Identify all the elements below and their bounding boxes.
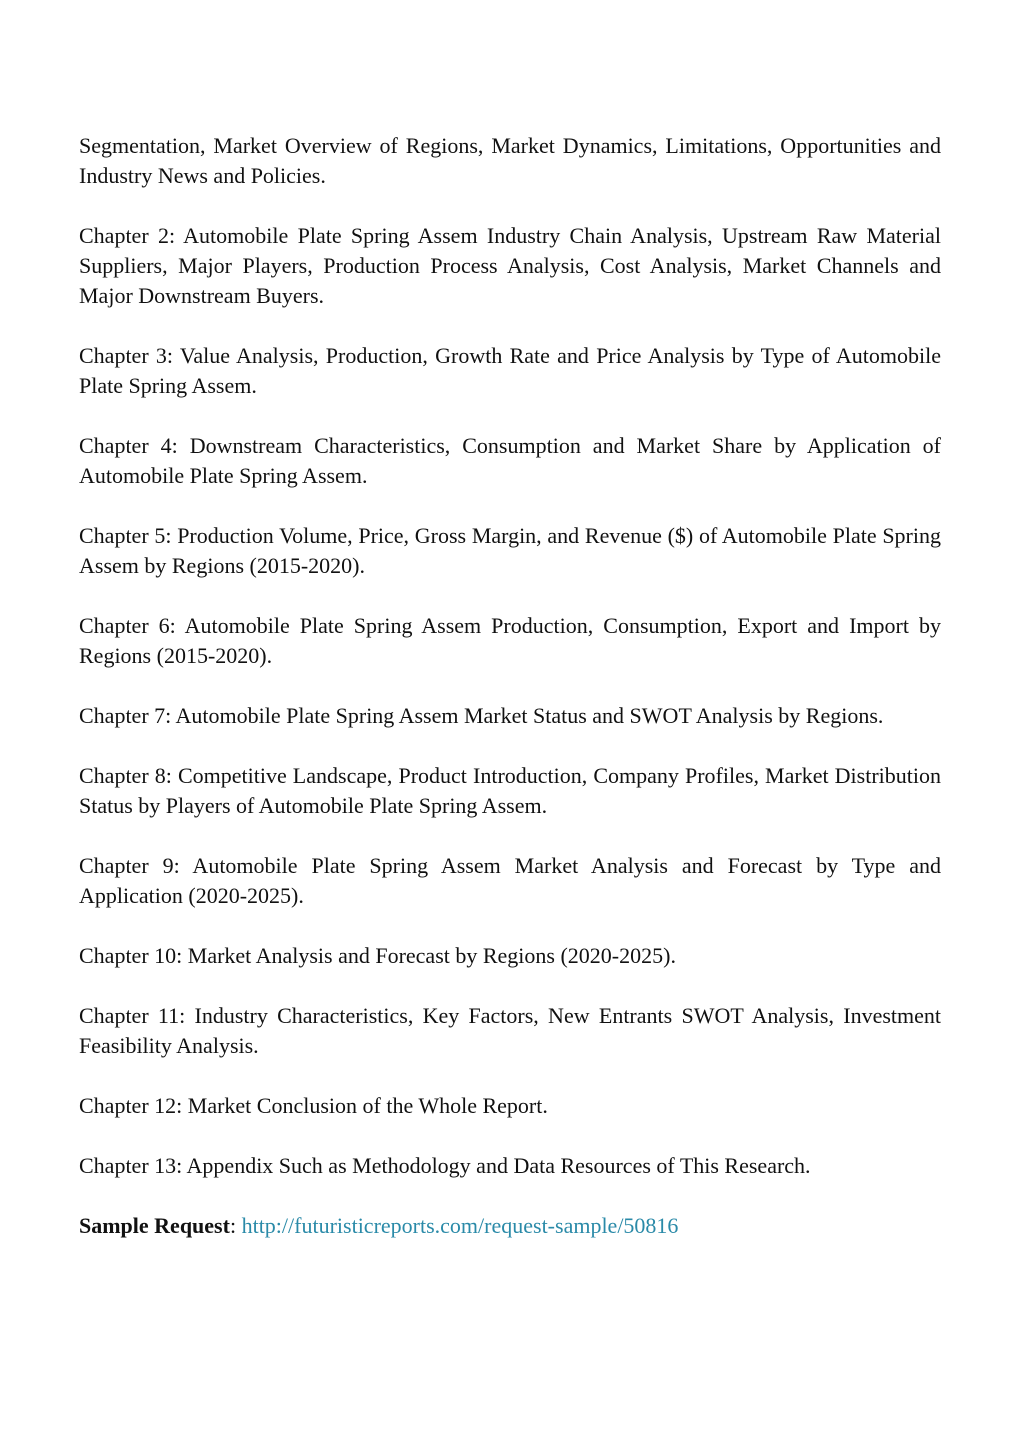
paragraph-chapter-5: Chapter 5: Production Volume, Price, Gross Margin, and Revenue ($) of Automobile Plate Spring Assem by Regions (2015-2020). (79, 523, 941, 578)
sample-request-separator: : (229, 1213, 237, 1238)
paragraph-chapter-13: Chapter 13: Appendix Such as Methodology and Data Resources of This Research. (79, 1153, 811, 1178)
paragraph-chapter-7: Chapter 7: Automobile Plate Spring Assem Market Status and SWOT Analysis by Regions. (79, 703, 884, 728)
paragraph-chapter-10: Chapter 10: Market Analysis and Forecast by Regions (2020-2025). (79, 943, 676, 968)
paragraph-chapter-3: Chapter 3: Value Analysis, Production, Growth Rate and Price Analysis by Type of Automobile Plate Spring Assem. (79, 343, 941, 398)
paragraph-segmentation: Segmentation, Market Overview of Regions, Market Dynamics, Limitations, Opportunities and Industry News and Policies. (79, 133, 941, 188)
paragraph-chapter-12: Chapter 12: Market Conclusion of the Whole Report. (79, 1093, 548, 1118)
paragraph-chapter-4: Chapter 4: Downstream Characteristics, Consumption and Market Share by Application of Automobile Plate Spring Assem. (79, 433, 941, 488)
document-page (79, 131, 941, 1241)
sample-request-label: Sample Request (79, 1213, 230, 1238)
paragraph-chapter-6: Chapter 6: Automobile Plate Spring Assem Production, Consumption, Export and Import by Regions (2015-2020). (79, 613, 941, 668)
sample-request-line (79, 1211, 941, 1241)
paragraph-chapter-2: Chapter 2: Automobile Plate Spring Assem Industry Chain Analysis, Upstream Raw Material Suppliers, Major Players, Production Process Analysis, Cost Analysis, Market Channels and Major Downstream Buyers. (79, 223, 941, 308)
sample-request-link[interactable]: http://futuristicreports.com/request-sample/50816 (241, 1213, 679, 1238)
paragraph-chapter-9: Chapter 9: Automobile Plate Spring Assem Market Analysis and Forecast by Type and Application (2020-2025). (79, 853, 941, 908)
paragraph-chapter-11: Chapter 11: Industry Characteristics, Key Factors, New Entrants SWOT Analysis, Investment Feasibility Analysis. (79, 1003, 941, 1058)
paragraph-chapter-8: Chapter 8: Competitive Landscape, Product Introduction, Company Profiles, Market Distribution Status by Players of Automobile Plate Spring Assem. (79, 763, 941, 818)
